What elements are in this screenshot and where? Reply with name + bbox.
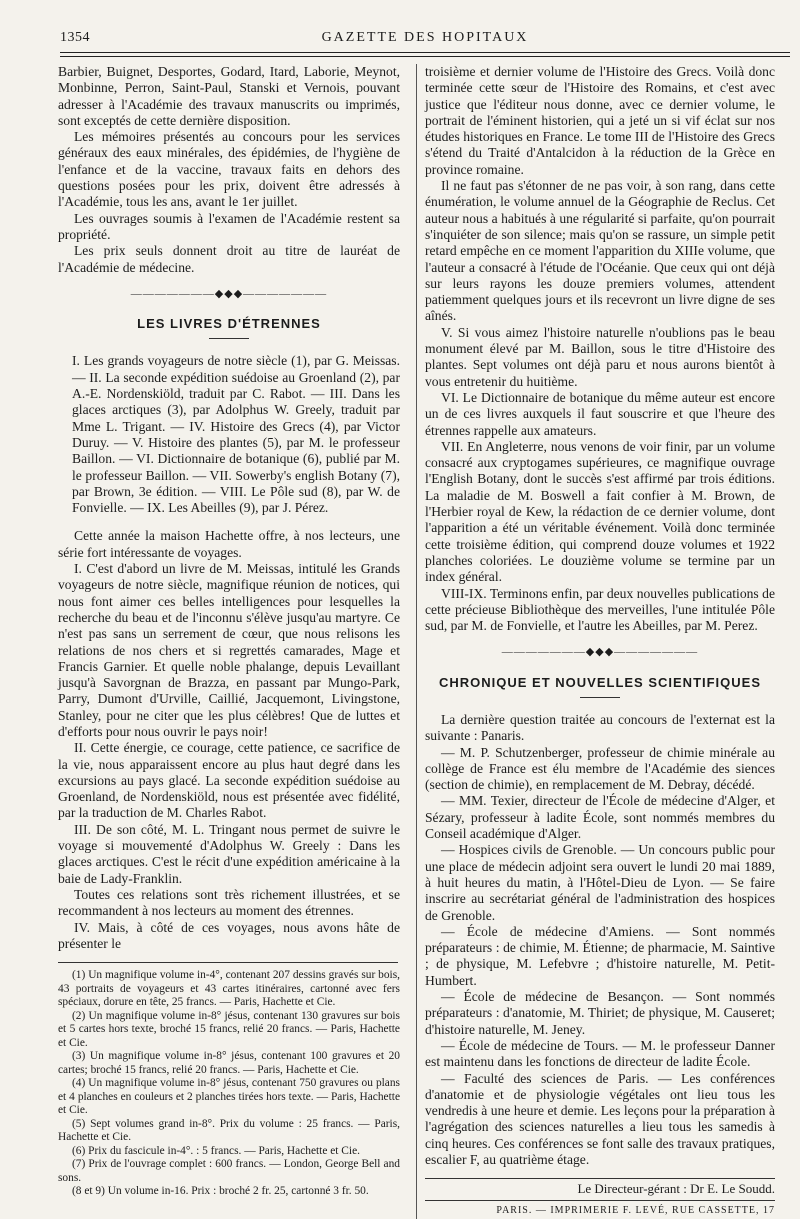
paragraph: Les mémoires présentés au concours pour les services généraux des eaux minérales, des épidémies, de l'hygiène de l'enfance et de la vaccine, travaux faits en dehors des questions posées pour les prix, doivent être adressés à l'Académie, tous les ans, avant le 1er juillet.	[58, 129, 400, 210]
paragraph: Cette année la maison Hachette offre, à nos lecteurs, une série fort intéressante de voyages.	[58, 528, 400, 560]
paragraph: — MM. Texier, directeur de l'École de médecine d'Alger, et Sézary, professeur à ladite École, sont nommés membres du Conseil académique d'Alger.	[425, 793, 775, 842]
footnote-rule	[58, 962, 398, 963]
footnote: (2) Un magnifique volume in-8° jésus, contenant 130 gravures sur bois et 5 cartes hors texte, broché 15 francs, relié 20 francs. — Paris, Hachette et Cie.	[58, 1009, 400, 1049]
paragraph: troisième et dernier volume de l'Histoire des Grecs. Voilà donc terminée cette sœur de l'Histoire des Romains, et c'est avec justice que l'éditeur nous donne, avec ce dernier volume, le portrait de l'éminent historien, qui a jeté un si vif éclat sur nos études historiques en France. Le tome III de l'Histoire des Grecs s'étend du Traité d'Antalcidon à la réduction de la Grèce en province romaine.	[425, 64, 775, 177]
right-column	[416, 64, 775, 1219]
footnote: (1) Un magnifique volume in-4°, contenant 207 dessins gravés sur bois, 43 portraits de voyageurs et 43 cartes itinéraires, cartonné avec fers spéciaux, dorure en tête, 25 francs. — Paris, Hachette et Cie.	[58, 969, 400, 1009]
section-separator: ———————◆◆◆———————	[130, 287, 328, 300]
journal-title: GAZETTE DES HOPITAUX	[321, 30, 529, 45]
paragraph: VI. Le Dictionnaire de botanique du même auteur est encore un de ces livres auxquels il faut souscrire et que l'heure des étrennes rappelle aux amateurs.	[425, 389, 775, 438]
footnote: (8 et 9) Un volume in-16. Prix : broché 2 fr. 25, cartonné 3 fr. 50.	[72, 1185, 369, 1198]
paragraph: Les ouvrages soumis à l'examen de l'Académie restent sa propriété.	[58, 210, 400, 242]
page-header	[60, 30, 790, 52]
footnote: (6) Prix du fascicule in-4°. : 5 francs. — Paris, Hachette et Cie.	[72, 1144, 360, 1157]
footnote: (7) Prix de l'ouvrage complet : 600 francs. — London, George Bell and sons.	[58, 1158, 400, 1184]
left-column	[58, 64, 400, 1199]
printer-imprint: PARIS. — IMPRIMERIE F. LEVÉ, RUE CASSETTE, 17	[425, 1200, 775, 1219]
paragraph: VIII-IX. Terminons enfin, par deux nouvelles publications de cette précieuse Bibliothèque des merveilles, l'une intitulée Pôle sud, par M. de Fonvielle, et l'autre les Abeilles, par M. Perez.	[425, 585, 775, 634]
editor-signature: Le Directeur-gérant : Dr E. Le Soudd.	[425, 1178, 775, 1197]
section-separator: ———————◆◆◆———————	[501, 646, 699, 659]
paragraph: III. De son côté, M. L. Tringant nous permet de suivre le voyage si mouvementé d'Adolphus W. Greely : Dans les glaces arctiques. C'est le récit d'une expédition américaine à la baie de Lady-Franklin.	[58, 821, 400, 886]
paragraph: VII. En Angleterre, nous venons de voir finir, par un volume consacré aux cryptogames supérieures, ce magnifique ouvrage l'English Botany, dont le succès s'est affirmé par trois éditions. La maladie de M. Boswell a fait confier à M. Brown, de l'Herbier royal de Kew, la rédaction de ce dernier volume, dont l'apparition a été un véritable événement. Voilà donc terminée cette troisième édition, qui comprend douze volumes et 1922 planches coloriées. Le douzième volume se termine par un index général.	[425, 438, 775, 585]
header-rule-double	[60, 56, 790, 57]
footnote: (5) Sept volumes grand in-8°. Prix du volume : 25 francs. — Paris, Hachette et Cie.	[58, 1117, 400, 1144]
footnote: (3) Un magnifique volume in-8° jésus, contenant 100 gravures et 20 cartes; broché 15 francs, relié 20 francs. — Paris, Hachette et Cie.	[58, 1050, 400, 1076]
page-number: 1354	[60, 30, 90, 45]
paragraph: — Hospices civils de Grenoble. — Un concours public pour une place de médecin adjoint sera ouvert le lundi 20 mai 1889, à huit heures du matin, à l'Hôtel-Dieu de Lyon. — Se faire inscrire au secrétariat général de l'administration des hospices de Grenoble.	[425, 842, 775, 923]
section-title: LES LIVRES D'ÉTRENNES	[137, 316, 321, 332]
paragraph: V. Si vous aimez l'histoire naturelle n'oublions pas le beau monument élevé par M. Baillon, sous le titre d'Histoire des plantes. Sept volumes ont déjà paru et nous aurons bientôt à vous entretenir du huitième.	[425, 324, 775, 389]
paragraph: La dernière question traitée au concours de l'externat est la suivante : Panaris.	[425, 711, 775, 744]
section-title: CHRONIQUE ET NOUVELLES SCIENTIFIQUES	[438, 674, 762, 690]
paragraph: Toutes ces relations sont très richement illustrées, et se recommandent à nos lecteurs au moment des étrennes.	[58, 886, 400, 919]
paragraph: Barbier, Buignet, Desportes, Godard, Itard, Laborie, Meynot, Monbinne, Perron, Saint-Paul, Stanski et Vernois, pouvant adresser à l'Académie des travaux manuscrits ou imprimés, sont exceptés de cette dernière disposition.	[58, 64, 400, 128]
title-underline	[580, 697, 620, 698]
footnote: (4) Un magnifique volume in-8° jésus, contenant 750 gravures ou plans et 4 planches en couleurs et 2 planches tirées hors texte. — Paris, Hachette et Cie.	[58, 1077, 400, 1117]
paragraph: — Faculté des sciences de Paris. — Les conférences d'anatomie et de physiologie végétales ont lieu tous les vendredis à une heure et demie. Les leçons pour la préparation à l'agrégation des sciences naturelles a lieu tous les samedis à cinq heures. Ces conférences se font salle des travaux pratiques, escalier F, au quatrième étage.	[425, 1070, 775, 1167]
paragraph: — École de médecine de Besançon. — Sont nommés préparateurs : d'anatomie, M. Thiriet; de physique, M. Causeret; d'histoire naturelle, M. Jeney.	[425, 989, 775, 1037]
paragraph: — M. P. Schutzenberger, professeur de chimie minérale au collège de France est élu membre de l'Académie des siences (section de chimie), en remplacement de M. Debray, décédé.	[425, 744, 775, 793]
header-rule	[60, 52, 790, 53]
paragraph: — École de médecine de Tours. — M. le professeur Danner est maintenu dans les fonctions de directeur de ladite École.	[425, 1037, 775, 1070]
paragraph: I. C'est d'abord un livre de M. Meissas, intitulé les Grands voyageurs de notre siècle, magnifique réunion de notices, qui nous font aimer ces belles intelligences pour lesquelles la recherche du beau et de l'inconnu s'élève jusqu'au martyre. Ce n'est pas sans un serrement de cœur, que nous relisons les relations de nos chers et si regrettés camarades, Mage et Francis Garnier. Et quelle noble phalange, depuis Levaillant jusqu'à Savorgnan de Brazza, en passant par Mungo-Park, Parry, Dumont d'Urville, Caillié, Jacquemont, Livingstone, Stanley, pour ne citer que les plus célèbres! Que de luttes et d'efforts pour nous ouvrir le pays noir!	[58, 561, 400, 739]
paragraph: — École de médecine d'Amiens. — Sont nommés préparateurs : de chimie, M. Étienne; de pharmacie, M. Saintive ; de physique, M. Lefebvre ; d'histoire naturelle, M. Petit-Humbert.	[425, 923, 775, 988]
paragraph: Les prix seuls donnent droit au titre de lauréat de l'Académie de médecine.	[58, 243, 400, 275]
paragraph: Il ne faut pas s'étonner de ne pas voir, à son rang, dans cette énumération, le volume annuel de la Géographie de Reclus. Cet auteur nous a habitués à une régularité si parfaite, qu'on pourrait s'inquiéter de son silence; mais qu'on se rassure, un simple petit retard empêche en ce moment l'apparition du XIIIe volume, que l'auteur a consacré à l'étude de l'Océanie. Que ceux qui ont déjà sur leurs rayons les douze premiers volumes, attendent patiemment quelques jours et ils recevront un livre digne de ses aînés.	[425, 178, 775, 324]
title-underline	[209, 338, 249, 339]
paragraph: II. Cette énergie, ce courage, cette patience, ce sacrifice de la vie, nous apparaissent encore au plus haut degré dans les excursions au pays glacé. La seconde expédition suédoise au Groenland, de Nordenskiöld, nous est présentée avec fidélité, par la traduction de M. Charles Rabot.	[58, 740, 400, 821]
paragraph: IV. Mais, à côté de ces voyages, nous avons hâte de présenter le	[58, 919, 400, 951]
book-list: I. Les grands voyageurs de notre siècle (1), par G. Meissas. — II. La seconde expédition suédoise au Groenland (2), par A.-E. Nordenskiöld, traduit par C. Rabot. — III. Dans les glaces arctiques (3), par Adolphus W. Greely, traduit par Mme L. Trigant. — IV. Histoire des Grecs (4), par Victor Duruy. — V. Histoire des plantes (5), par M. le professeur Baillon. — VI. Dictionnaire de botanique (6), publié par M. le professeur Baillon. — VII. Sowerby's english Botany (7), par Brown, 3e édition. — VIII. Le Pôle sud (8), par W. de Fonvielle. — IX. Les Abeilles (9), par J. Pérez.	[72, 353, 400, 516]
